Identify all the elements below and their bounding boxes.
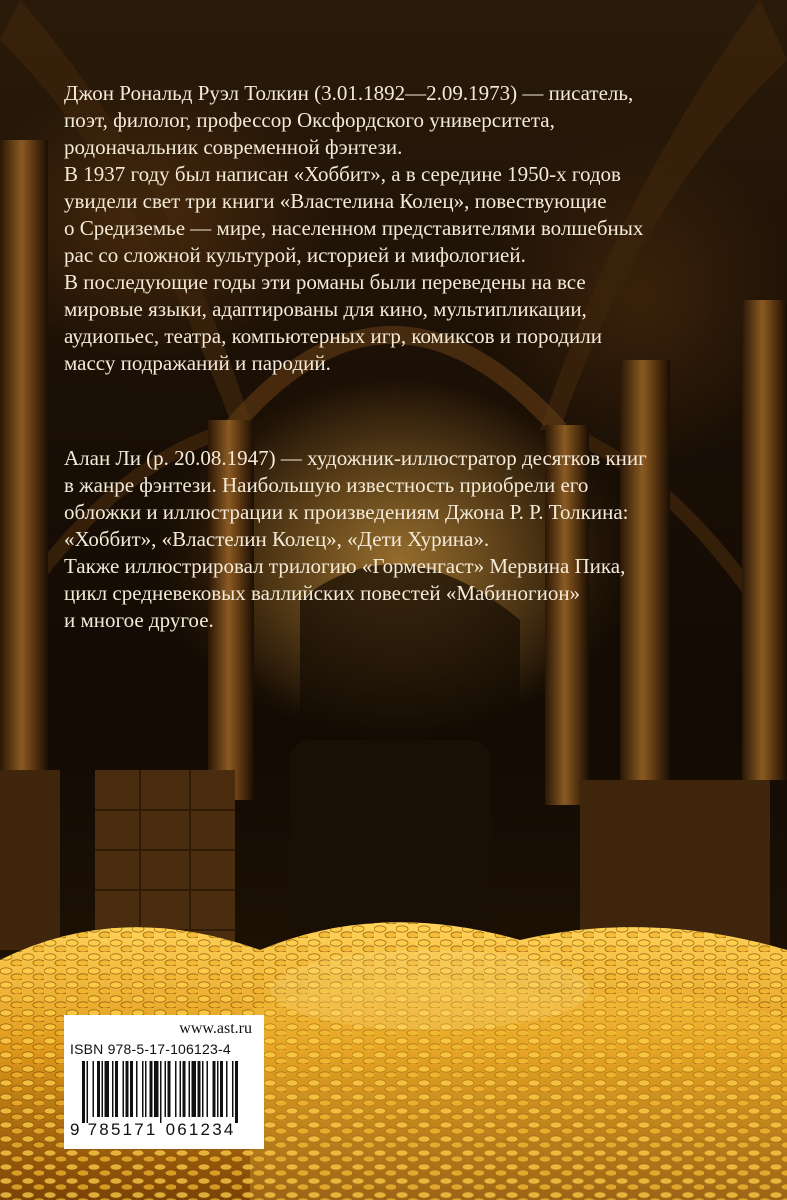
isbn-barcode-panel [64,1015,264,1149]
barcode-bar [175,1061,177,1117]
barcode-bar [220,1061,223,1117]
barcode-bar [168,1061,171,1117]
barcode-bar [123,1061,125,1117]
barcode-bar [232,1061,234,1117]
barcode-right-group: 061234 [165,1120,236,1139]
bio-line: поэт, филолог, профессор Оксфордского университета, [64,108,555,132]
bio-line: родоначальник современной фэнтези. [64,135,403,159]
bio-line: Также иллюстрировал трилогию «Горменгаст» Мервина Пика, [64,554,626,578]
bio-line: увидели свет три книги «Властелина Колец», повествующие [64,189,607,213]
barcode-bar [183,1061,186,1117]
barcode-bar [202,1061,204,1117]
bio-line: рас со сложной культурой, историей и мифологией. [64,243,526,267]
bio-line: аудиопьес, театра, компьютерных игр, комиксов и породили [64,324,603,348]
barcode-bar [165,1061,167,1117]
bio-line: мировые языки, адаптированы для кино, мультипликации, [64,297,587,321]
bio-line: Джон Рональд Руэл Толкин (3.01.1892—2.09.1973) — писатель, [64,81,634,105]
barcode-lead-digit: 9 [70,1120,82,1139]
barcode-bar [213,1061,216,1117]
barcode-left-group: 785171 [87,1120,158,1139]
bio-line: обложки и иллюстрации к произведениям Джона Р. Р. Толкина: [64,500,629,524]
author-biography [64,80,754,377]
barcode-bar [192,1061,197,1117]
barcode-bar [126,1061,129,1117]
barcode-bar [226,1061,228,1117]
publisher-website: www.ast.ru [179,1020,252,1037]
barcode-bar [115,1061,118,1117]
bio-line: в жанре фэнтези. Наибольшую известность приобрели его [64,473,589,497]
barcode-bar [154,1061,159,1117]
bio-line: В 1937 году был написан «Хоббит», а в середине 1950-х годов [64,162,621,186]
barcode-bar [97,1061,100,1117]
barcode-bar [136,1061,138,1117]
barcode-bar [160,1061,162,1123]
barcode-icon [70,1061,258,1123]
barcode-bar [93,1061,95,1117]
bio-line: В последующие годы эти романы были переведены на все [64,270,586,294]
barcode-bar [150,1061,153,1117]
bio-line: «Хоббит», «Властелин Колец», «Дети Хурина». [64,527,490,551]
barcode-digits [70,1121,258,1139]
barcode-bar [235,1061,238,1123]
barcode-bar [207,1061,209,1117]
bio-line: массу подражаний и пародий. [64,351,331,375]
barcode-bar [105,1061,110,1117]
bio-line: цикл средневековых валлийских повестей «Мабиногион» [64,581,581,605]
bio-line: Алан Ли (р. 20.08.1947) — художник-иллюстратор десятков книг [64,446,647,470]
bio-line: о Средиземье — мире, населенном представителями волшебных [64,216,644,240]
illustrator-biography [64,445,754,634]
barcode-bar [130,1061,133,1117]
barcode-bar [180,1061,182,1117]
barcode-bar [145,1061,147,1117]
barcode-bar [189,1061,191,1117]
barcode-bar [102,1061,104,1117]
barcode-bar [198,1061,201,1117]
isbn-number: ISBN 978-5-17-106123-4 [70,1041,231,1057]
barcode-bar [142,1061,144,1117]
bio-line: и многое другое. [64,608,214,632]
barcode-bar [217,1061,219,1117]
barcode-bar [87,1061,89,1123]
barcode-bar [82,1061,85,1123]
barcode-bar [112,1061,114,1117]
